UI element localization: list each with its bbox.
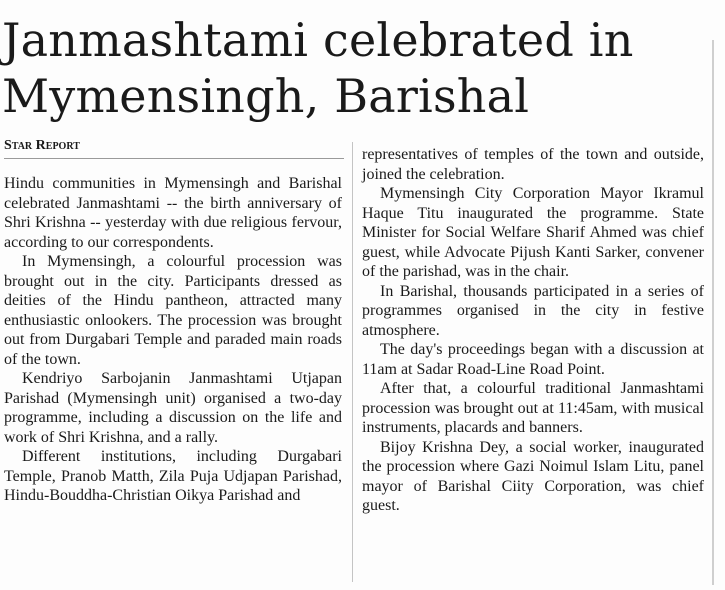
article-paragraph: The day's proceedings began with a discussion at 11am at Sadar Road-Line Road Point. xyxy=(362,341,704,378)
article-column-right xyxy=(362,145,704,516)
column-divider xyxy=(352,142,353,582)
article-paragraph: representatives of temples of the town and outside, joined the celebration. xyxy=(362,146,704,183)
page-edge-rule xyxy=(712,40,714,585)
article-paragraph: Kendriyo Sarbojanin Janmashtami Utjapan Parishad (Mymensingh unit) organised a two-day programme, including a discussion on the life and work of Shri Krishna, and a rally. xyxy=(4,370,342,446)
article-paragraph: Bijoy Krishna Dey, a social worker, inaugurated the procession where Gazi Noimul Islam Litu, panel mayor of Barishal Ciity Corporation, was chief guest. xyxy=(362,438,704,514)
article-byline: Star Report xyxy=(4,138,344,159)
article-paragraph: In Mymensingh, a colourful procession was brought out in the city. Participants dressed as deities of the Hindu pantheon, attracted many enthusiastic onlookers. The procession was brought out from Durgabari Temple and paraded main roads of the town. xyxy=(4,253,342,368)
article-paragraph: Different institutions, including Durgabari Temple, Pranob Matth, Zila Puja Udjapan Parishad, Hindu-Bouddha-Christian Oikya Parishad and xyxy=(4,448,342,504)
article-column-left xyxy=(4,174,342,506)
article-headline: Janmashtami celebrated in Mymensingh, Barishal xyxy=(2,13,634,123)
article-paragraph: In Barishal, thousands participated in a series of programmes organised in the city in festive atmosphere. xyxy=(362,282,704,339)
article-paragraph: Hindu communities in Mymensingh and Barishal celebrated Janmashtami -- the birth anniversary of Shri Krishna -- yesterday with due religious fervour, according to our correspondents. xyxy=(4,175,342,251)
article-paragraph: After that, a colourful traditional Janmashtami procession was brought out at 11:45am, with musical instruments, placards and banners. xyxy=(362,380,704,436)
article-paragraph: Mymensingh City Corporation Mayor Ikramul Haque Titu inaugurated the programme. State Minister for Social Welfare Sharif Ahmed was chief guest, while Advocate Pijush Kanti Sarker, convener of the parishad, was in the chair. xyxy=(362,185,704,280)
